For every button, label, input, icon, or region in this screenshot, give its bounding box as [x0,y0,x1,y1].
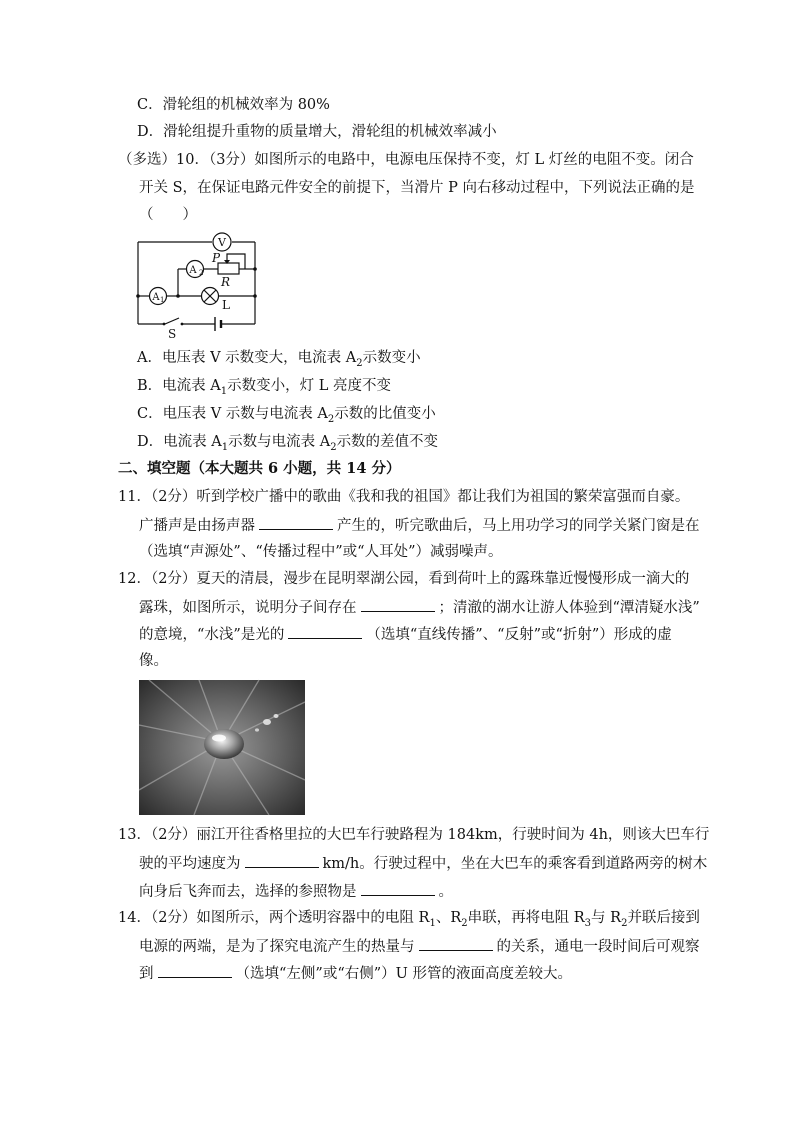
q14-line2-post: 的关系，通电一段时间后可观察 [496,939,700,955]
q10-stem-line3: （ ） [139,207,197,223]
q10-stem-line1: （多选）10．（3分）如图所示的电路中，电源电压保持不变，灯 L 灯丝的电阻不变。闭合 [118,152,694,168]
q12-line2-post: ；清澈的湖水让游人体验到“潭清疑水浅” [438,600,700,616]
q13-line2 [139,853,707,874]
q14-line1-pre: 14．（2分）如图所示，两个透明容器中的电阻 R [118,910,430,926]
q13-line2-post: km/h。行驶过程中，坐在大巴车的乘客看到道路两旁的树木 [322,856,708,872]
ammeter-a1-label: A [152,292,160,303]
q10-option-d-sub2: 2 [330,441,337,453]
q12-line3-post: （选填“直线传播”、“反射”或“折射”）形成的虚 [366,627,672,643]
q10-option-a [137,348,421,374]
q14-line1-post: 并联后接到 [627,910,700,926]
q13-line3-pre: 向身后飞奔而去，选择的参照物是 [139,884,357,900]
q12-blank-1[interactable] [361,597,435,612]
lamp-label: L [222,298,230,312]
q9-option-c-text: C．滑轮组的机械效率为 80% [137,97,330,113]
q14-mid-1: 、R [435,910,462,926]
dewdrop-lotus-photo [139,680,305,815]
q12-line3 [139,624,672,645]
q10-option-b-sub: 1 [220,385,228,397]
q10-option-b-pre: B．电流表 A [137,378,221,394]
q14-sub-4: 2 [621,917,628,929]
voltmeter-label: V [218,236,226,249]
q11-line2-pre: 广播声是由扬声器 [139,518,255,534]
q10-option-d-pre: D．电流表 A [137,434,222,450]
q11-blank-1[interactable] [259,515,333,530]
q13-line3 [139,881,453,902]
q11-line2-post: 产生的，听完歌曲后，马上用功学习的同学关紧门窗是在 [337,518,700,534]
ammeter-a2-label: A [189,265,197,276]
q14-line3-pre: 到 [139,966,154,982]
q10-option-c-pre: C．电压表 V 示数与电流表 A [137,406,328,422]
q14-blank-1[interactable] [419,936,493,951]
q13-line3-post: 。 [438,884,453,900]
q10-option-a-sub: 2 [356,357,363,369]
q13-line2-pre: 驶的平均速度为 [139,856,241,872]
q14-blank-2[interactable] [158,963,232,978]
q10-option-d [137,432,438,458]
slider-label: P [212,251,221,265]
q14-line3-post: （选填“左侧”或“右侧”）U 形管的液面高度差较大。 [235,966,572,982]
q12-line3-pre: 的意境，“水浅”是光的 [139,627,285,643]
ammeter-a1-subscript: 1 [160,296,165,304]
q12-blank-2[interactable] [288,624,362,639]
q14-mid-2: 串联，再将电阻 R [467,910,585,926]
q14-line1 [118,908,700,934]
q10-option-d-mid: 示数与电流表 A [228,434,331,450]
ammeter-a2-subscript: 2 [199,269,204,277]
q10-option-d-post: 示数的差值不变 [336,434,439,450]
q14-line2 [139,936,700,957]
q10-option-b [137,376,391,402]
q12-line4: 像。 [139,653,168,669]
q10-option-a-pre: A．电压表 V 示数变大，电流表 A [137,350,357,366]
q14-sub-2: 2 [461,917,468,929]
rheostat-label: R [221,275,231,289]
q10-stem-line2: 开关 S，在保证电路元件安全的前提下，当滑片 P 向右移动过程中，下列说法正确的是 [139,180,695,196]
q13-blank-1[interactable] [245,853,319,868]
circuit-diagram [135,233,260,341]
q10-option-b-post: 示数变小，灯 L 亮度不变 [227,378,391,394]
section-title: 二、填空题（本大题共 6 小题，共 14 分） [118,460,401,477]
q13-blank-2[interactable] [361,881,435,896]
q9-option-d-text: D．滑轮组提升重物的质量增大，滑轮组的机械效率减小 [137,124,497,140]
q10-option-d-sub: 1 [221,441,229,453]
q9-option-d [137,122,497,142]
q11-line1: 11．（2分）听到学校广播中的歌曲《我和我的祖国》都让我们为祖国的繁荣富强而自豪。 [118,489,690,505]
q9-option-c [137,95,330,115]
q11-line3: （选填“声源处”、“传播过程中”或“人耳处”）减弱噪声。 [139,544,503,560]
q10-option-c-sub: 2 [327,413,335,425]
q14-sub-3: 3 [584,917,592,929]
q10-option-c [137,404,436,430]
q10-option-c-post: 示数的比值变小 [334,406,436,422]
q11-line2 [139,515,700,536]
q12-line1: 12．（2分）夏天的清晨，漫步在昆明翠湖公园，看到荷叶上的露珠靠近慢慢形成一滴大的 [118,571,690,587]
q14-mid-3: 与 R [591,910,622,926]
q13-line1: 13．（2分）丽江开往香格里拉的大巴车行驶路程为 184km，行驶时间为 4h，则该大巴车行 [118,827,710,843]
q12-line2 [139,597,700,618]
q14-sub-1: 1 [429,917,436,929]
q10-option-a-post: 示数变小 [362,350,421,366]
switch-label: S [168,327,177,341]
q14-line3 [139,963,572,984]
q14-line2-pre: 电源的两端，是为了探究电流产生的热量与 [139,939,415,955]
q12-line2-pre: 露珠，如图所示，说明分子间存在 [139,600,357,616]
